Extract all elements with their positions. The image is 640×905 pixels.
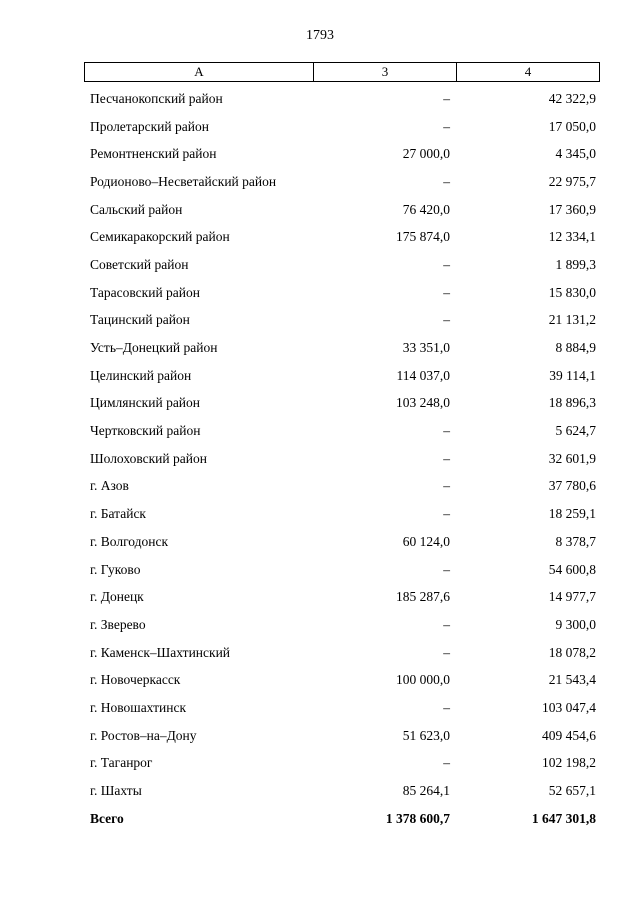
row-value-col3: –	[443, 561, 450, 577]
row-value-col4: 18 896,3	[548, 395, 596, 411]
row-name: Советский район	[90, 256, 189, 272]
row-value-col4: 17 050,0	[548, 118, 596, 134]
row-value-col3: –	[443, 284, 450, 300]
row-name: г. Ростов–на–Дону	[90, 727, 197, 743]
row-value-col3: 33 351,0	[402, 340, 450, 356]
row-name: г. Волгодонск	[90, 533, 169, 549]
table-row	[90, 223, 596, 251]
row-value-col3: 60 124,0	[402, 533, 450, 549]
table-row	[90, 611, 596, 639]
table-row	[90, 417, 596, 445]
row-value-col3: –	[443, 173, 450, 189]
row-value-col3: 1 378 600,7	[385, 810, 450, 826]
row-name: Чертковский район	[90, 423, 201, 439]
table-row	[90, 666, 596, 694]
table-row	[90, 168, 596, 196]
row-value-col4: 8 884,9	[555, 340, 596, 356]
page-number: 1793	[306, 28, 334, 43]
row-value-col3: –	[443, 478, 450, 494]
table-row	[90, 528, 596, 556]
row-value-col4: 9 300,0	[555, 616, 596, 632]
row-name: Шолоховский район	[90, 450, 207, 466]
row-name: г. Батайск	[90, 506, 146, 522]
row-value-col3: –	[443, 118, 450, 134]
column-header-4: 4	[524, 64, 532, 79]
table-row	[90, 500, 596, 528]
table-row	[90, 279, 596, 307]
row-name: Ремонтненский район	[90, 146, 217, 162]
table-row	[90, 777, 596, 805]
row-value-col4: 21 543,4	[548, 672, 596, 688]
table-row	[90, 113, 596, 141]
table-total-row	[90, 805, 596, 833]
table-row	[90, 196, 596, 224]
table-row	[90, 251, 596, 279]
table-row	[90, 639, 596, 667]
row-value-col4: 12 334,1	[548, 229, 596, 245]
row-name: Усть–Донецкий район	[90, 340, 218, 356]
table-row	[90, 694, 596, 722]
row-value-col3: –	[443, 644, 450, 660]
row-value-col4: 39 114,1	[549, 367, 596, 383]
row-value-col4: 18 078,2	[548, 644, 596, 660]
row-name: г. Гуково	[90, 561, 141, 577]
row-value-col4: 37 780,6	[548, 478, 596, 494]
row-name: Песчанокопский район	[90, 90, 223, 106]
row-value-col3: 175 874,0	[396, 229, 450, 245]
row-name: Пролетарский район	[90, 118, 209, 134]
table-row	[90, 85, 596, 113]
column-header-3: 3	[314, 63, 457, 81]
row-value-col4: 5 624,7	[555, 423, 596, 439]
row-value-col3: –	[443, 755, 450, 771]
row-value-col3: –	[443, 616, 450, 632]
row-value-col4: 52 657,1	[548, 783, 596, 799]
row-name: г. Новошахтинск	[90, 699, 186, 715]
row-value-col3: 100 000,0	[396, 672, 450, 688]
row-value-col3: –	[443, 90, 450, 106]
row-name: г. Донецк	[90, 589, 144, 605]
row-name: Тацинский район	[90, 312, 190, 328]
table-row	[90, 445, 596, 473]
row-value-col4: 54 600,8	[548, 561, 596, 577]
row-value-col4: 4 345,0	[555, 146, 596, 162]
row-value-col4: 17 360,9	[548, 201, 596, 217]
row-value-col4: 22 975,7	[548, 173, 596, 189]
row-value-col4: 18 259,1	[548, 506, 596, 522]
row-name: г. Таганрог	[90, 755, 153, 771]
row-value-col3: –	[443, 256, 450, 272]
row-name: Целинский район	[90, 367, 192, 383]
row-value-col3: 51 623,0	[402, 727, 450, 743]
table-row	[90, 362, 596, 390]
table-row	[90, 473, 596, 501]
row-value-col3: 27 000,0	[402, 146, 450, 162]
column-header-a: А	[85, 63, 314, 81]
table-row	[90, 583, 596, 611]
table-row	[90, 390, 596, 418]
row-value-col3: 185 287,6	[396, 589, 450, 605]
row-name: Семикаракорский район	[90, 229, 230, 245]
row-value-col4: 32 601,9	[548, 450, 596, 466]
row-value-col3: 114 037,0	[396, 367, 450, 383]
table-row	[90, 722, 596, 750]
table-header	[84, 62, 600, 82]
row-value-col3: –	[443, 450, 450, 466]
row-name: Цимлянский район	[90, 395, 201, 411]
table-row	[90, 140, 596, 168]
row-value-col4: 8 378,7	[555, 533, 596, 549]
row-value-col3: 85 264,1	[402, 783, 450, 799]
row-value-col3: –	[443, 312, 450, 328]
row-name: г. Каменск–Шахтинский	[90, 644, 231, 660]
row-value-col4: 102 198,2	[542, 755, 596, 771]
row-value-col3: –	[443, 699, 450, 715]
row-value-col4: 42 322,9	[548, 90, 596, 106]
row-value-col3: –	[443, 423, 450, 439]
table-body	[90, 85, 596, 833]
row-value-col4: 103 047,4	[542, 699, 596, 715]
row-name: Тарасовский район	[90, 284, 200, 300]
row-value-col3: –	[443, 506, 450, 522]
row-value-col4: 21 131,2	[548, 312, 596, 328]
row-name: Родионово–Несветайский район	[90, 173, 277, 189]
row-value-col4: 15 830,0	[548, 284, 596, 300]
row-value-col3: 103 248,0	[396, 395, 450, 411]
row-value-col4: 1 899,3	[555, 256, 596, 272]
row-value-col4: 409 454,6	[542, 727, 596, 743]
table-row	[90, 556, 596, 584]
table-row	[90, 307, 596, 335]
row-value-col4: 14 977,7	[548, 589, 596, 605]
row-name: Сальский район	[90, 201, 183, 217]
table-row	[90, 334, 596, 362]
row-value-col4: 1 647 301,8	[531, 810, 596, 826]
row-value-col3: 76 420,0	[402, 201, 450, 217]
row-name: г. Новочеркасск	[90, 672, 181, 688]
row-name: г. Азов	[90, 478, 129, 494]
row-name: г. Зверево	[90, 616, 146, 632]
table-row	[90, 750, 596, 778]
row-name: г. Шахты	[90, 783, 142, 799]
row-name: Всего	[90, 810, 124, 826]
